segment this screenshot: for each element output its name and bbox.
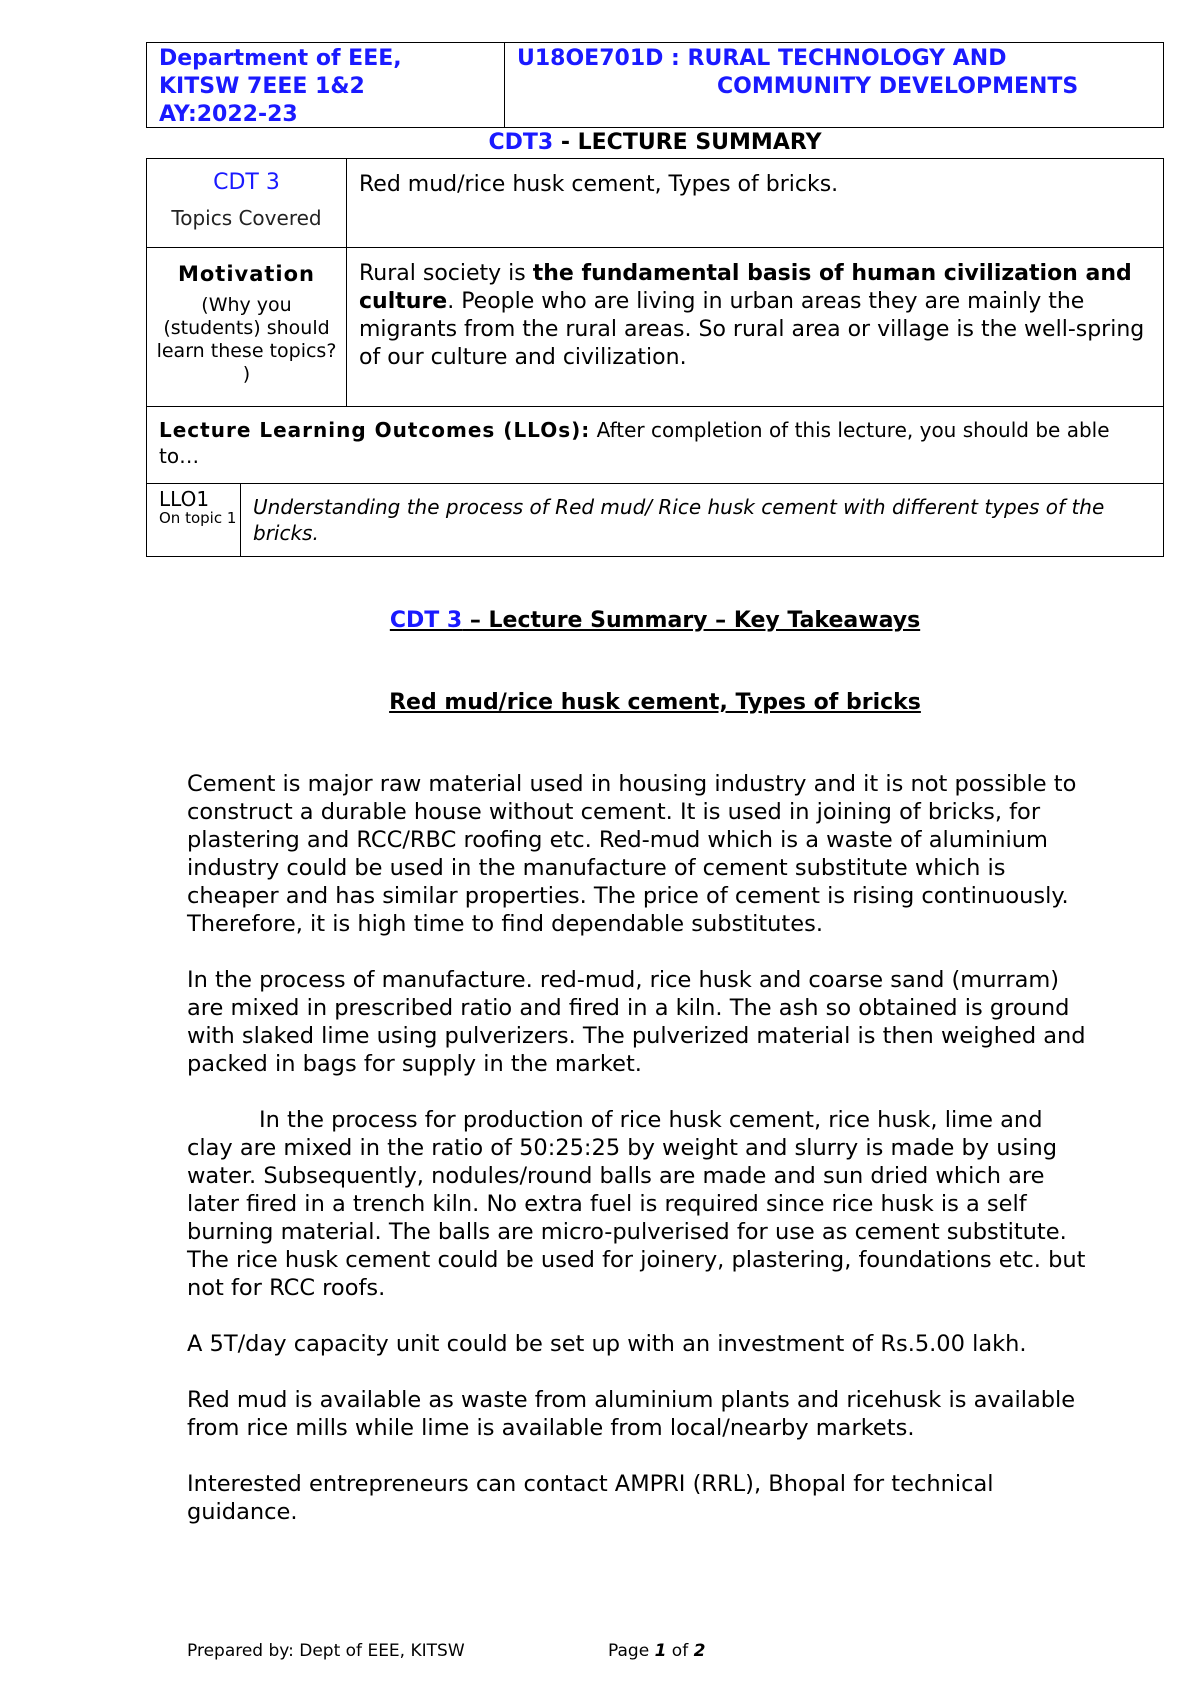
llo1-id: LLO1: [159, 487, 210, 511]
lecture-table: [146, 158, 1164, 557]
footer-prepared-by: Prepared by: Dept of EEE, KITSW: [187, 1641, 465, 1661]
paragraph-rice-husk-process: In the process for production of rice husk cement, rice husk, lime and clay are mixed in the ratio of 50:25:25 by weight and slurry is made by using water. Subsequently, nodules/round balls are made and sun dried which are later fired in a trench kiln. No extra fuel is required since rice husk is a self burning material. The balls are micro-pulverised for use as cement substitute. The rice husk cement could be used for joinery, plastering, foundations etc. but not for RCC roofs.: [187, 1107, 1086, 1301]
llo-heading-row: [147, 407, 1163, 484]
course-line2: COMMUNITY DEVELOPMENTS: [717, 74, 1079, 99]
dept-line2: KITSW 7EEE 1&2: [159, 74, 365, 99]
motivation-text: [347, 248, 1163, 406]
lecture-summary-title: [146, 128, 1164, 158]
topics-row: [147, 159, 1163, 248]
paragraph-cement-intro: Cement is major raw material used in housing industry and it is not possible to construct a durable house without cement. It is used in joining of bricks, for plastering and RCC/RBC roofing etc. Red-mud which is a waste of aluminium industry could be used in the manufacture of cement substitute which is cheaper and has similar properties. The price of cement is rising continuously. Therefore, it is high time to find dependable substitutes.: [187, 771, 1077, 937]
llo1-row: [147, 484, 1163, 556]
dept-line3: AY:2022-23: [159, 102, 298, 127]
topics-label-cell: [147, 159, 347, 247]
header-table: [146, 42, 1164, 128]
cdt-label: CDT 3: [213, 170, 280, 195]
paragraph-capacity: A 5T/day capacity unit could be set up with an investment of Rs.5.00 lakh.: [187, 1331, 1027, 1357]
footer-page-number: [608, 1640, 705, 1662]
paragraph-availability: Red mud is available as waste from aluminium plants and ricehusk is available from rice mills while lime is available from local/nearby markets.: [187, 1387, 1076, 1441]
department-info: [147, 43, 505, 127]
page-total: 2: [693, 1641, 706, 1661]
paragraph-contact: Interested entrepreneurs can contact AMPRI (RRL), Bhopal for technical guidance.: [187, 1471, 994, 1525]
page-word: Page: [608, 1641, 655, 1661]
motivation-bold: the fundamental basis of human civilization and culture: [359, 261, 1132, 314]
dept-line1: Department of EEE,: [159, 46, 402, 71]
motivation-label-cell: [147, 248, 347, 406]
key-takeaways-heading: [146, 608, 1164, 633]
course-info: [505, 43, 1163, 127]
llo1-description: Understanding the process of Red mud/ Rice husk cement with different types of the bricks.: [253, 495, 1105, 545]
topic-subheading: Red mud/rice husk cement, Types of bricks: [389, 690, 921, 715]
heading-rest: – Lecture Summary – Key Takeaways: [462, 608, 921, 633]
motivation-pre: Rural society is: [359, 261, 533, 286]
topics-label: Topics Covered: [171, 206, 322, 230]
paragraph-manufacture: In the process of manufacture. red-mud, rice husk and coarse sand (murram) are mixed in prescribed ratio and fired in a kiln. The ash so obtained is ground with slaked lime using pulverizers. The pulverized material is then weighed and packed in bags for supply in the market.: [187, 967, 1086, 1077]
llo-heading: [147, 407, 1163, 483]
motivation-post: . People who are living in urban areas they are mainly the migrants from the rural areas. So rural area or village is the well-spring of our culture and civilization.: [359, 289, 1145, 370]
topics-value: Red mud/rice husk cement, Types of bricks.: [359, 172, 839, 197]
of-word: of: [666, 1641, 694, 1661]
llo1-label-cell: [147, 484, 241, 556]
page-num: 1: [654, 1641, 667, 1661]
motivation-label: Motivation: [177, 262, 316, 286]
summary-rest: - LECTURE SUMMARY: [553, 130, 822, 155]
body-content: [187, 770, 1087, 1554]
llo1-on-topic: On topic 1: [159, 509, 237, 527]
llo-heading-rest: After completion of this lecture, you should be able to…: [159, 418, 1110, 468]
motivation-subtitle: (Why you (students) should learn these topics? ): [156, 294, 337, 385]
llo-heading-bold: Lecture Learning Outcomes (LLOs):: [159, 418, 591, 442]
course-line1: U18OE701D : RURAL TECHNOLOGY AND: [517, 46, 1007, 71]
motivation-row: [147, 248, 1163, 407]
heading-cdt: CDT 3: [389, 608, 463, 633]
summary-cdt: CDT3: [488, 130, 554, 155]
